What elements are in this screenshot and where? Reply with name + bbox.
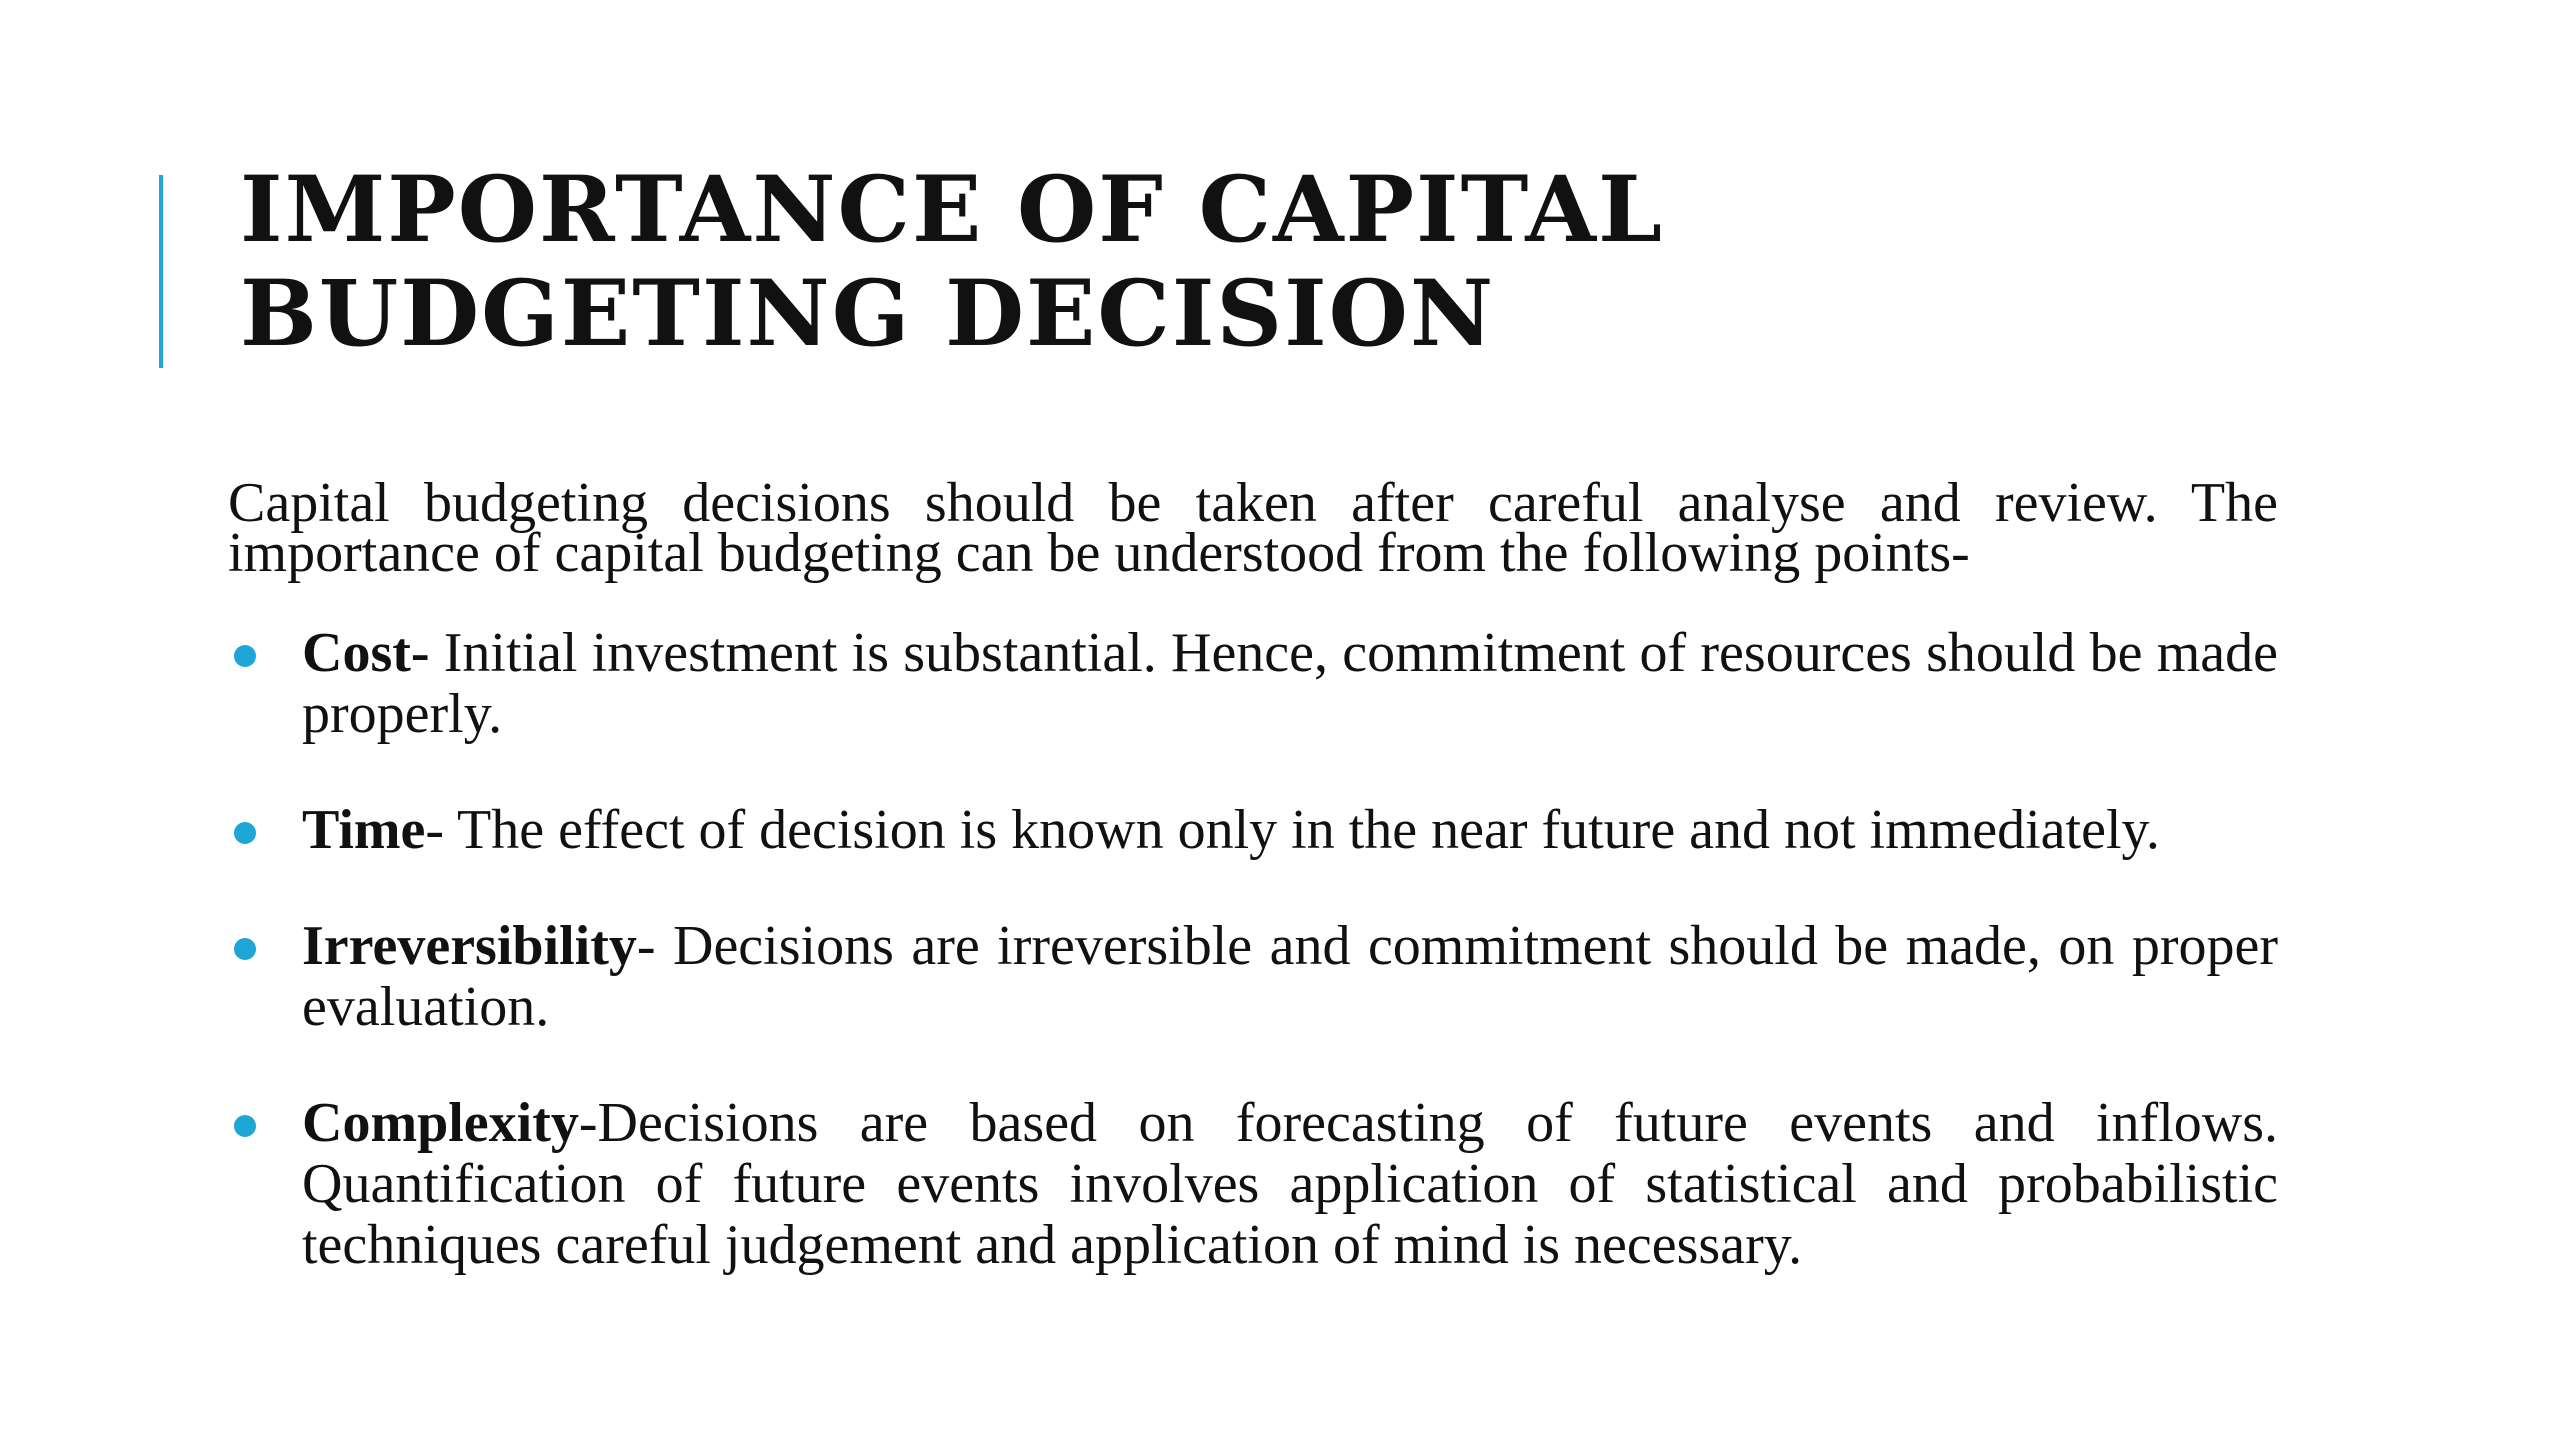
- bullet-term: Time: [302, 799, 426, 861]
- title-accent-bar: [159, 175, 163, 368]
- bullet-term: Irreversibility: [302, 915, 637, 977]
- bullet-text: -Decisions are based on forecasting of future events and inflows. Quantification of future events involves application of statistical and probabilistic techniques careful judgement and application of mind is necessary.: [302, 1092, 2278, 1276]
- bullet-icon: [234, 645, 256, 667]
- bullet-item-cost: [228, 623, 2278, 745]
- bullet-text: Initial investment is substantial. Hence, commitment of resources should be made properly.: [302, 622, 2278, 745]
- bullet-term: Complexity: [302, 1092, 579, 1154]
- bullet-icon: [234, 1115, 256, 1137]
- bullet-text: - Decisions are irreversible and commitment should be made, on proper evaluation.: [302, 915, 2278, 1038]
- bullet-item-irreversibility: [228, 916, 2278, 1038]
- bullet-icon: [234, 938, 256, 960]
- bullet-term: Cost-: [302, 622, 430, 684]
- bullet-text: - The effect of decision is known only in the near future and not immediately.: [425, 799, 2160, 861]
- slide-content: [228, 472, 2278, 1331]
- bullet-list: [228, 623, 2278, 1276]
- slide-title: IMPORTANCE OF CAPITAL BUDGETING DECISION: [240, 157, 1664, 367]
- bullet-item-complexity: [228, 1093, 2278, 1276]
- bullet-item-time: [228, 800, 2278, 861]
- bullet-icon: [234, 822, 256, 844]
- intro-paragraph: Capital budgeting decisions should be taken after careful analyse and review. The importance of capital budgeting can be understood from the following points-: [228, 472, 2278, 584]
